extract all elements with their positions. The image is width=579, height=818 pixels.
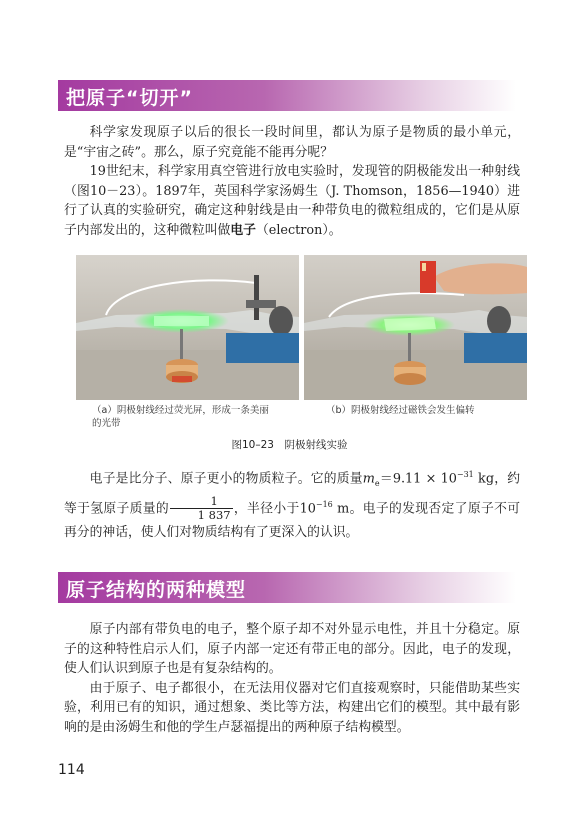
photo-cathode-ray-fluorescent	[76, 255, 299, 400]
paragraph: 19世纪末，科学家用真空管进行放电实验时，发现管的阴极能发出一种射线（图10－23）。1897年，英国科学家汤姆生（J. Thomson，1856—1940）进行了认真的实验研究，确定这种射线是由一种带负电的微粒组成的，它们是从原子内部发出的，这种微粒叫做电子（electron）。	[64, 164, 520, 238]
section-banner-cut-atom	[58, 80, 516, 111]
figure-title: 图10–23 阴极射线实验	[231, 439, 348, 451]
page-number: 114	[58, 762, 85, 778]
paragraph: 电子是比分子、原子更小的物质粒子。它的质量$m_e=9.11 \times 10^{-31}$ kg，约等于氢原子质量的 $\frac{1}{1 837}$ ，半径小于$10^{-16}$ m。电子的发现否定了原子不可再分的神话，使人们对物质结构有了更深入的认识。	[64, 470, 521, 541]
electron-paragraph	[64, 464, 520, 543]
section-title: 原子结构的两种模型	[66, 579, 247, 601]
paragraph: 科学家发现原子以后的很长一段时间里，都认为原子是物质的最小单元，是“宇宙之砖”。那么，原子究竟能不能再分呢？	[64, 125, 520, 160]
intro-paragraphs	[64, 123, 520, 241]
photo-cathode-ray-magnet	[304, 255, 527, 400]
caption-b: （b）阴极射线经过磁铁会发生偏转	[326, 405, 475, 416]
section-title: 把原子“切开”	[66, 87, 193, 109]
paragraph: 原子内部有带负电的电子，整个原子却不对外显示电性，并且十分稳定。原子的这种特性启示人们，原子内部一定还有带正电的部分。因此，电子的发现，使人们认识到原子也是有复杂结构的。	[64, 622, 520, 677]
paragraph: 由于原子、电子都很小，在无法用仪器对它们直接观察时，只能借助某些实验，利用已有的知识，通过想象、类比等方法，构建出它们的模型。其中最有影响的是由汤姆生和他的学生卢瑟福提出的两种原子结构模型。	[64, 680, 520, 735]
models-paragraphs	[64, 620, 520, 738]
section-banner-atomic-models	[58, 572, 516, 603]
fraction: $\frac{1}{1 837}$	[170, 495, 233, 522]
term-electron: 电子	[230, 222, 256, 238]
caption-a: （a）阴极射线经过荧光屏，形成一条美丽的光带	[92, 405, 269, 429]
